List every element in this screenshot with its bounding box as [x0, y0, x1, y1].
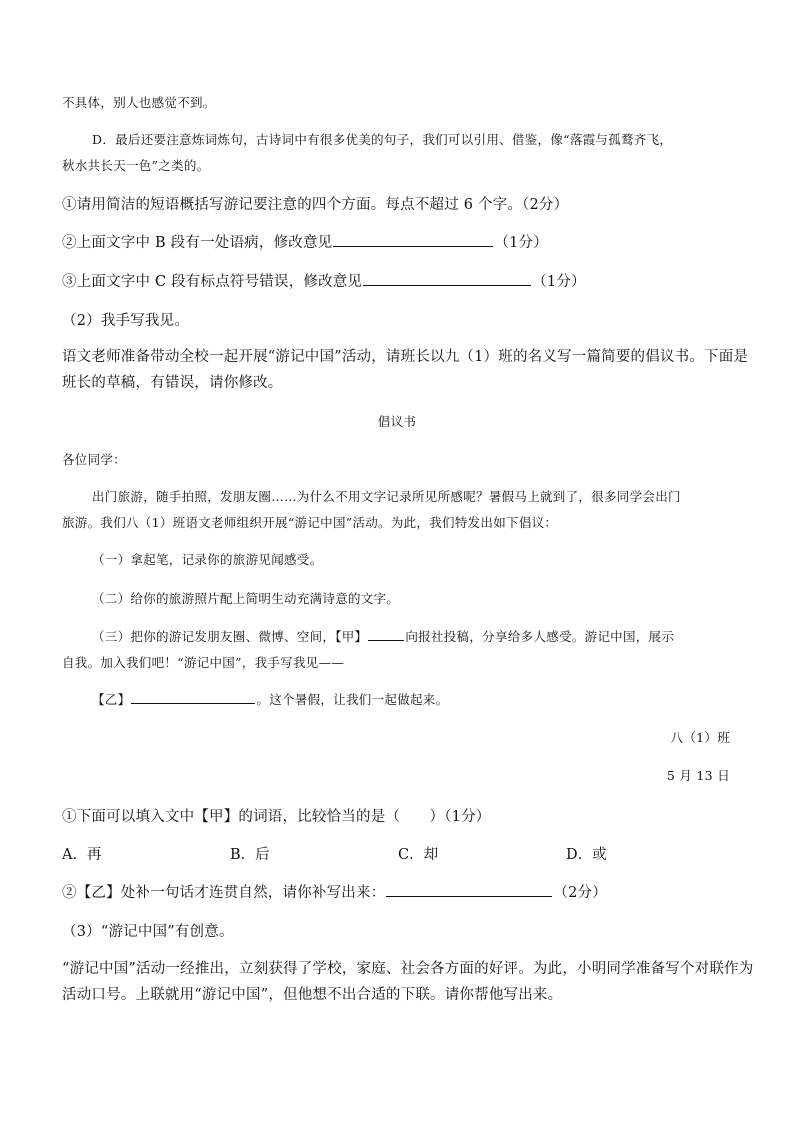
- answer-blank[interactable]: [363, 272, 531, 286]
- item-text: 向报社投稿，分享给多人感受。游记中国，展示: [405, 629, 675, 644]
- letter-paragraph-line: 出门旅游，随手拍照，发朋友圈……为什么不用文字记录所见所感呢？暑假马上就到了，很多同学会出门: [92, 489, 681, 504]
- question-2-title: （2）我手写我见。: [62, 313, 190, 329]
- paragraph-d-line: D．最后还要注意炼词炼句，古诗词中有很多优美的句子，我们可以引用、借鉴，像“落霞与孤鹜齐飞，: [92, 132, 673, 147]
- score-label: （2分）: [553, 885, 607, 901]
- question-2-sub-2: [62, 881, 607, 902]
- answer-blank[interactable]: [333, 233, 493, 247]
- question-1-sub-3: [62, 270, 586, 291]
- answer-blank[interactable]: [386, 883, 552, 897]
- item-text: 。这个暑假，让我们一起做起来。: [256, 692, 449, 707]
- option-d[interactable]: D．或: [566, 847, 607, 863]
- letter-signature: 八（1）班: [670, 730, 730, 745]
- question-3-line: “游记中国”活动一经推出，立刻获得了学校，家庭、社会各方面的好评。为此，小明同学准备写个对联作为: [62, 961, 754, 977]
- question-text: ③上面文字中 C 段有标点符号错误，修改意见: [62, 274, 363, 290]
- letter-greeting: 各位同学：: [62, 452, 127, 467]
- question-3-line: 活动口号。上联就用“游记中国”，但他想不出合适的下联。请你帮他写出来。: [62, 987, 563, 1003]
- question-1-sub-1: ①请用简洁的短语概括写游记要注意的四个方面。每点不超过 6 个字。（2分）: [62, 197, 569, 213]
- letter-item-2: （二）给你的旅游照片配上简明生动充满诗意的文字。: [92, 591, 400, 606]
- question-text: ②【乙】处补一句话才连贯自然，请你补写出来：: [62, 885, 386, 901]
- question-2-sub-1: ①下面可以填入文中【甲】的词语，比较恰当的是（ ）（1分）: [62, 809, 491, 825]
- blank-jia[interactable]: [368, 627, 404, 641]
- option-c[interactable]: C．却: [398, 847, 439, 863]
- question-text: ②上面文字中 B 段有一处语病，修改意见: [62, 235, 333, 251]
- paragraph-d-line: 秋水共长天一色”之类的。: [62, 158, 210, 173]
- text-line: 不具体，别人也感觉不到。: [62, 95, 216, 110]
- score-label: （1分）: [532, 274, 586, 290]
- letter-item-3-line: 自我。加入我们吧！“游记中国”，我手写我见——: [62, 655, 345, 670]
- letter-date: 5 月 13 日: [666, 768, 730, 783]
- question-2-intro-line: 语文老师准备带动全校一起开展“游记中国”活动，请班长以九（1）班的名义写一篇简要的倡议书。下面是: [62, 349, 749, 365]
- letter-yi-line: [92, 690, 448, 708]
- question-2-intro-line: 班长的草稿，有错误，请你修改。: [62, 375, 283, 391]
- blank-yi[interactable]: [131, 690, 255, 704]
- option-b[interactable]: B．后: [230, 847, 270, 863]
- score-label: （1分）: [494, 235, 548, 251]
- letter-title: 倡议书: [377, 414, 417, 429]
- letter-paragraph-line: 旅游。我们八（1）班语文老师组织开展“游记中国”活动。为此，我们特发出如下倡议：: [62, 515, 558, 530]
- question-3-title: （3）“游记中国”有创意。: [62, 924, 234, 940]
- option-a[interactable]: A．再: [62, 847, 102, 863]
- letter-item-3: [92, 627, 674, 645]
- letter-item-1: （一）拿起笔，记录你的旅游见闻感受。: [92, 552, 323, 567]
- item-text: （三）把你的游记发朋友圈、微博、空间，【甲】: [92, 629, 368, 644]
- item-text: 【乙】: [92, 692, 131, 707]
- question-1-sub-2: [62, 231, 548, 252]
